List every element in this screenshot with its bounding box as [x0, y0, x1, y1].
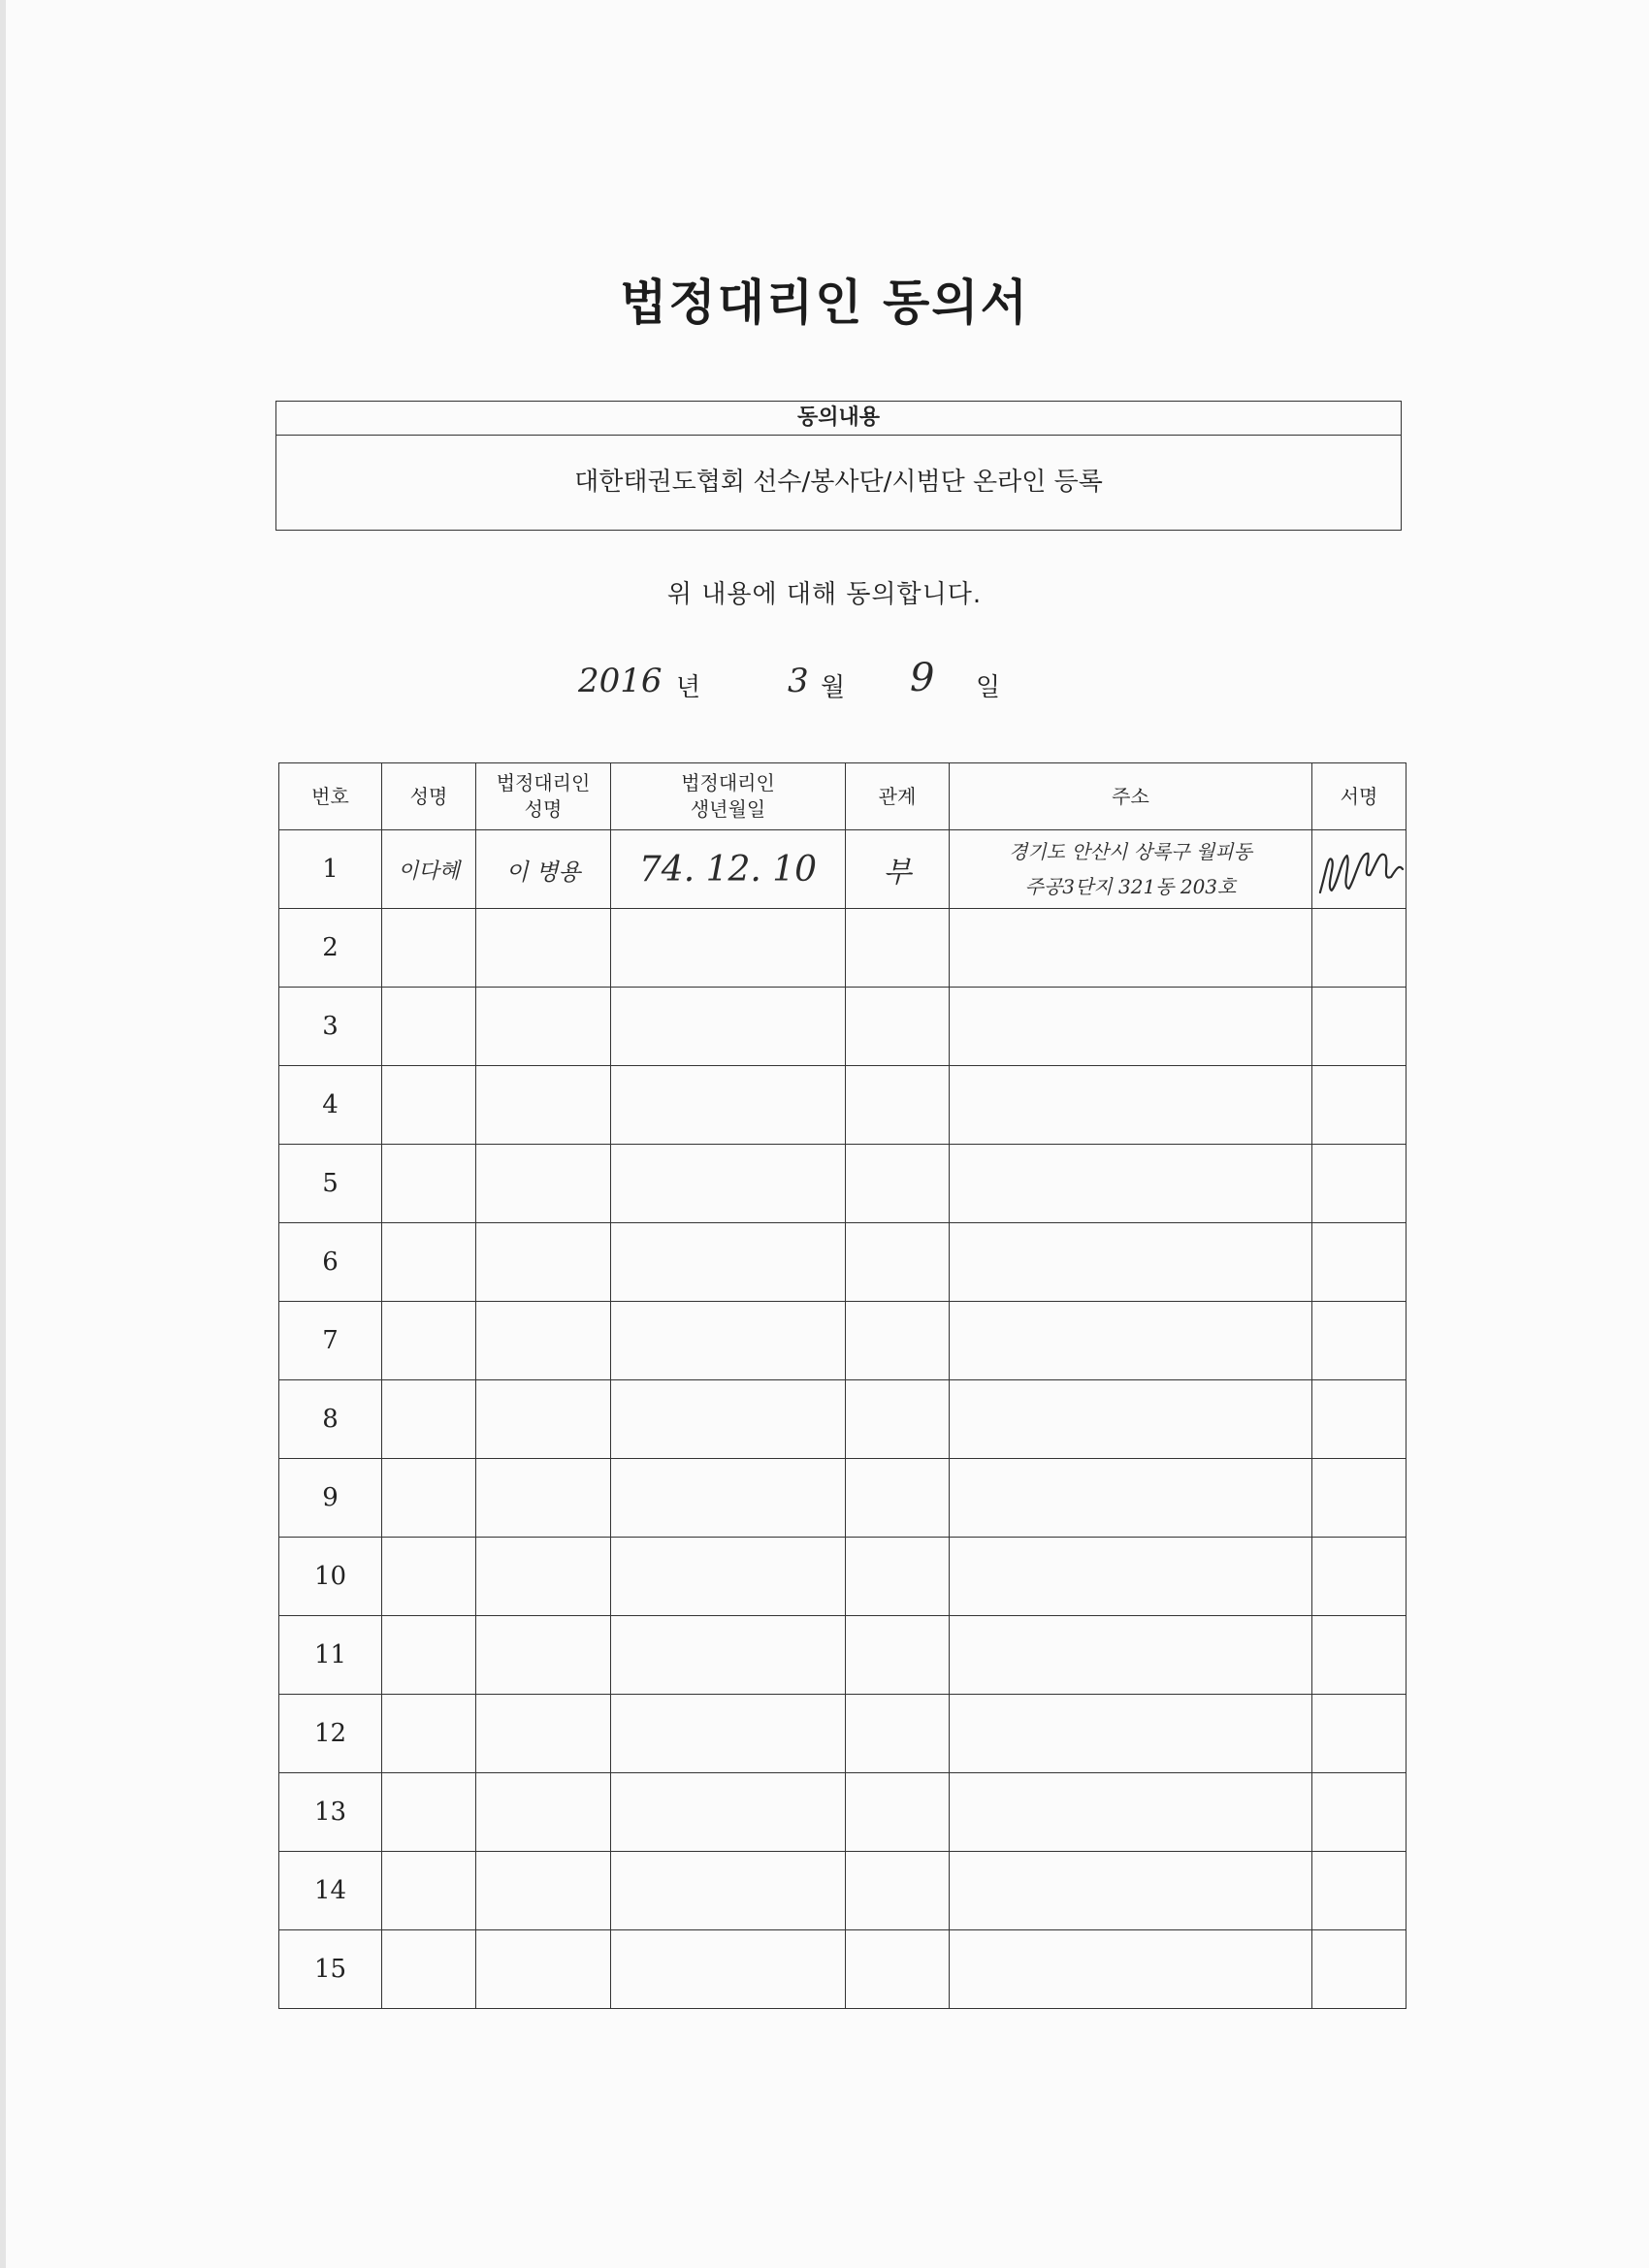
table-row — [279, 1930, 1406, 2009]
row-guardian-name: 이 병용 — [476, 830, 611, 909]
row-address — [950, 1773, 1312, 1852]
row-guardian-name — [476, 988, 611, 1066]
row-signature — [1312, 1930, 1406, 2009]
row-guardian-name — [476, 1066, 611, 1145]
header-address: 주소 — [950, 763, 1312, 830]
row-address — [950, 909, 1312, 988]
consent-content: 대한태권도협회 선수/봉사단/시범단 온라인 등록 — [574, 468, 1103, 497]
row-guardian-name — [476, 1380, 611, 1459]
table-row — [279, 1302, 1406, 1380]
row-address — [950, 1538, 1312, 1616]
row-relation — [846, 1223, 950, 1302]
row-relation — [846, 1380, 950, 1459]
row-address — [950, 1145, 1312, 1223]
handwritten-signature — [1312, 830, 1406, 908]
row-guardian-birth: 74. 12. 10 — [611, 830, 846, 909]
date-day-value: 9 — [910, 656, 935, 700]
row-guardian-name — [476, 1223, 611, 1302]
row-address — [950, 1066, 1312, 1145]
row-number: 7 — [279, 1302, 382, 1380]
row-guardian-name — [476, 909, 611, 988]
table-row — [279, 988, 1406, 1066]
document-title: 법정대리인 동의서 — [620, 274, 1029, 331]
header-guardian-name-line2: 성명 — [524, 797, 563, 821]
row-guardian-birth — [611, 1695, 846, 1773]
row-guardian-birth — [611, 1145, 846, 1223]
row-relation — [846, 909, 950, 988]
table-row — [279, 1380, 1406, 1459]
row-relation — [846, 1616, 950, 1695]
row-number: 1 — [279, 830, 382, 909]
row-signature — [1312, 1773, 1406, 1852]
table-row — [279, 1538, 1406, 1616]
row-number: 13 — [279, 1773, 382, 1852]
table-row — [279, 1773, 1406, 1852]
row-name — [382, 1380, 476, 1459]
row-name — [382, 1066, 476, 1145]
row-signature — [1312, 1852, 1406, 1930]
row-signature — [1312, 1380, 1406, 1459]
row-number: 14 — [279, 1852, 382, 1930]
row-signature — [1312, 1223, 1406, 1302]
table-row — [279, 1223, 1406, 1302]
row-relation — [846, 1773, 950, 1852]
row-number: 5 — [279, 1145, 382, 1223]
row-name — [382, 1302, 476, 1380]
row-signature — [1312, 1145, 1406, 1223]
guardian-table — [278, 762, 1406, 2009]
row-signature — [1312, 909, 1406, 988]
table-row — [279, 909, 1406, 988]
row-number: 9 — [279, 1459, 382, 1538]
header-guardian-name-line1: 법정대리인 — [496, 771, 591, 794]
row-number: 2 — [279, 909, 382, 988]
header-guardian-birth-line1: 법정대리인 — [681, 771, 775, 794]
row-number: 11 — [279, 1616, 382, 1695]
row-guardian-name — [476, 1616, 611, 1695]
row-guardian-birth — [611, 909, 846, 988]
row-address — [950, 1616, 1312, 1695]
row-name — [382, 909, 476, 988]
scan-edge — [0, 0, 6, 2268]
row-address — [950, 1380, 1312, 1459]
row-guardian-birth — [611, 1616, 846, 1695]
row-signature — [1312, 1459, 1406, 1538]
row-guardian-birth — [611, 1930, 846, 2009]
row-guardian-name — [476, 1852, 611, 1930]
row-relation — [846, 1066, 950, 1145]
row-number: 12 — [279, 1695, 382, 1773]
row-relation — [846, 1538, 950, 1616]
row-guardian-birth — [611, 1223, 846, 1302]
row-signature — [1312, 988, 1406, 1066]
row-guardian-birth — [611, 988, 846, 1066]
header-signature: 서명 — [1312, 763, 1406, 830]
row-number: 3 — [279, 988, 382, 1066]
table-row — [279, 1145, 1406, 1223]
row-relation — [846, 988, 950, 1066]
date-day-unit: 일 — [976, 673, 1001, 702]
row-address-line2: 주공3단지 321동 203호 — [1024, 875, 1237, 898]
row-name — [382, 1695, 476, 1773]
row-guardian-name — [476, 1459, 611, 1538]
table-row — [279, 1695, 1406, 1773]
table-row — [279, 1852, 1406, 1930]
row-relation — [846, 1459, 950, 1538]
row-address-line1: 경기도 안산시 상록구 월피동 — [1009, 840, 1252, 863]
consent-box — [275, 401, 1402, 531]
row-number: 4 — [279, 1066, 382, 1145]
row-relation — [846, 1852, 950, 1930]
table-row — [279, 830, 1406, 909]
row-name — [382, 988, 476, 1066]
row-relation: 부 — [846, 830, 950, 909]
header-guardian-birth-line2: 생년월일 — [690, 797, 766, 821]
row-guardian-birth — [611, 1459, 846, 1538]
row-signature — [1312, 1616, 1406, 1695]
row-guardian-birth — [611, 1773, 846, 1852]
row-signature — [1312, 1695, 1406, 1773]
row-name — [382, 1145, 476, 1223]
date-month-unit: 월 — [821, 673, 846, 702]
row-number: 10 — [279, 1538, 382, 1616]
row-name: 이다혜 — [382, 830, 476, 909]
row-guardian-birth — [611, 1066, 846, 1145]
header-relation: 관계 — [846, 763, 950, 830]
row-name — [382, 1930, 476, 2009]
row-guardian-name — [476, 1302, 611, 1380]
row-name — [382, 1616, 476, 1695]
row-guardian-name — [476, 1773, 611, 1852]
row-address — [950, 1852, 1312, 1930]
table-row — [279, 1459, 1406, 1538]
row-name — [382, 1538, 476, 1616]
row-guardian-name — [476, 1695, 611, 1773]
table-row — [279, 1616, 1406, 1695]
row-relation — [846, 1145, 950, 1223]
row-name — [382, 1852, 476, 1930]
row-signature — [1312, 830, 1406, 909]
row-signature — [1312, 1066, 1406, 1145]
row-relation — [846, 1302, 950, 1380]
row-number: 6 — [279, 1223, 382, 1302]
table-row — [279, 1066, 1406, 1145]
consent-heading: 동의내용 — [276, 402, 1401, 436]
row-number: 8 — [279, 1380, 382, 1459]
row-guardian-name — [476, 1538, 611, 1616]
row-address — [950, 1223, 1312, 1302]
row-guardian-birth — [611, 1302, 846, 1380]
row-address — [950, 1930, 1312, 2009]
row-signature — [1312, 1302, 1406, 1380]
row-signature — [1312, 1538, 1406, 1616]
row-guardian-name — [476, 1145, 611, 1223]
row-address — [950, 830, 1312, 909]
date-month-value: 3 — [788, 662, 809, 700]
row-relation — [846, 1695, 950, 1773]
row-number: 15 — [279, 1930, 382, 2009]
row-guardian-birth — [611, 1380, 846, 1459]
row-name — [382, 1223, 476, 1302]
header-guardian-birth — [611, 763, 846, 830]
row-address — [950, 1302, 1312, 1380]
row-relation — [846, 1930, 950, 2009]
row-guardian-name — [476, 1930, 611, 2009]
row-guardian-birth — [611, 1538, 846, 1616]
date-year-value: 2016 — [578, 662, 663, 700]
row-guardian-birth — [611, 1852, 846, 1930]
row-address — [950, 1695, 1312, 1773]
header-name: 성명 — [382, 763, 476, 830]
row-address — [950, 1459, 1312, 1538]
date-line — [0, 656, 1649, 718]
row-name — [382, 1459, 476, 1538]
table-header-row — [279, 763, 1406, 830]
header-number: 번호 — [279, 763, 382, 830]
agreement-text: 위 내용에 대해 동의합니다. — [666, 580, 983, 609]
row-name — [382, 1773, 476, 1852]
header-guardian-name — [476, 763, 611, 830]
date-year-unit: 년 — [676, 673, 701, 702]
row-address — [950, 988, 1312, 1066]
